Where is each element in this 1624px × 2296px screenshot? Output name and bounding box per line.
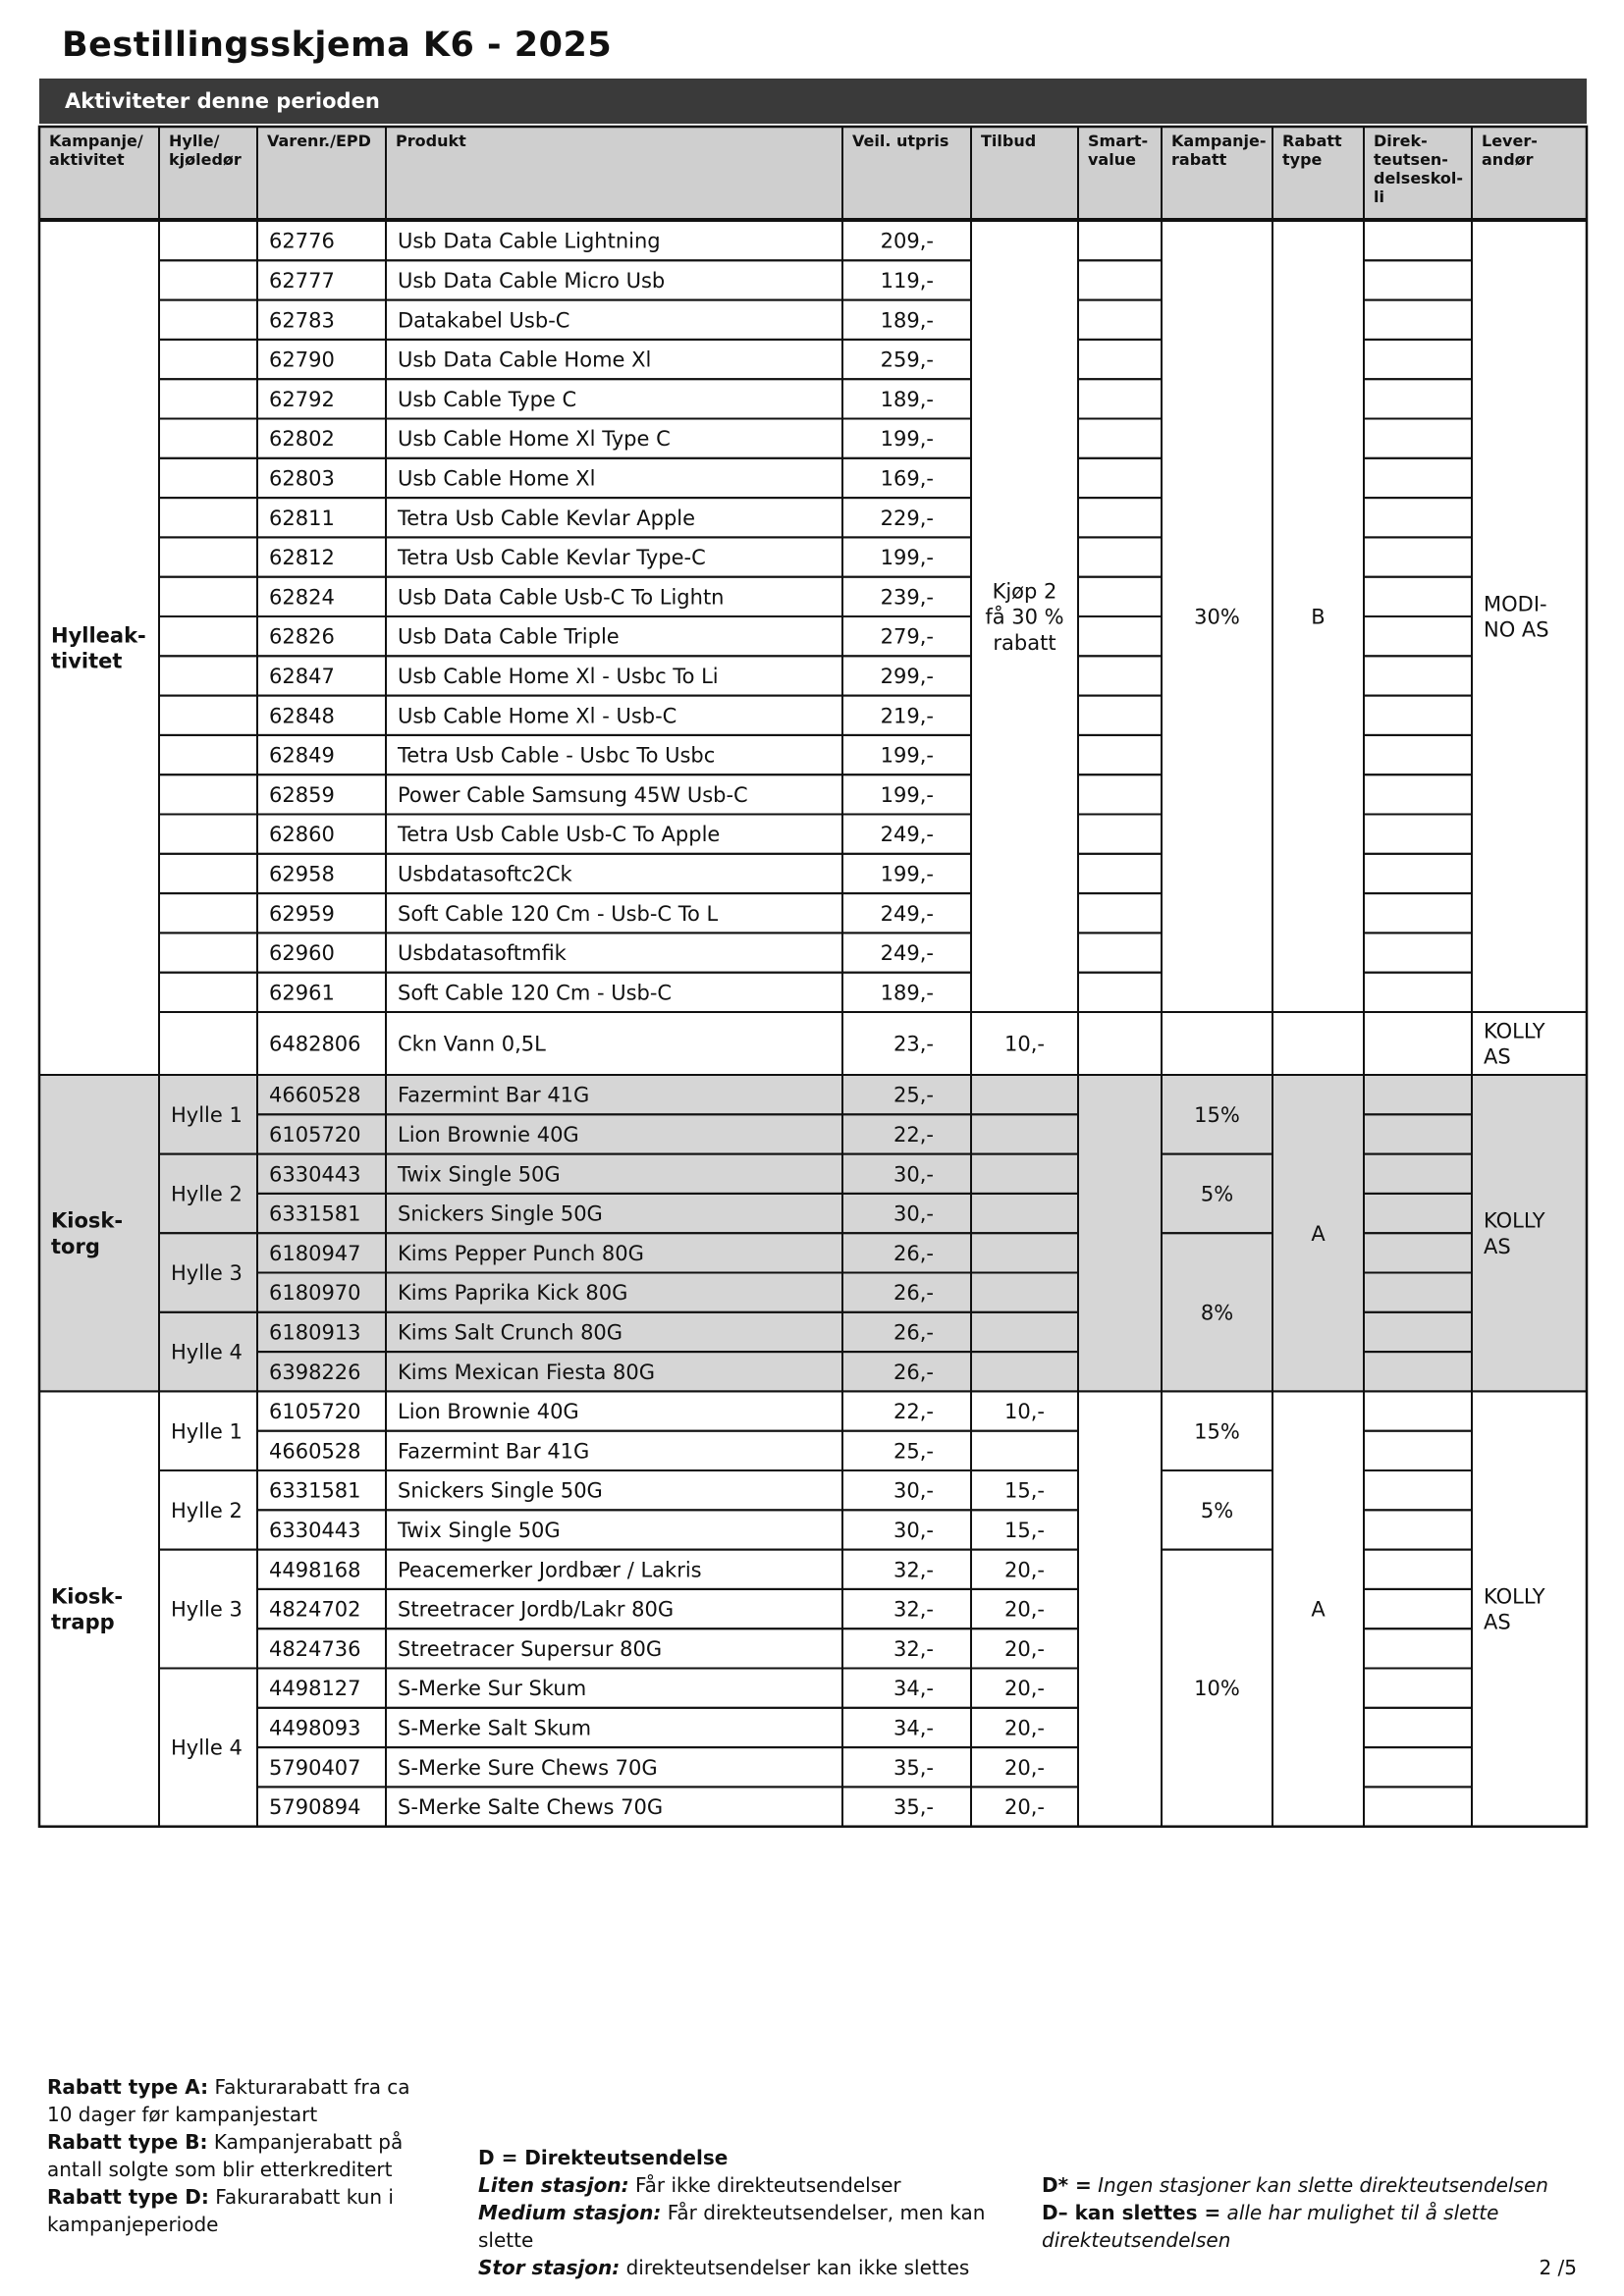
- varenr-cell-text: 6330443: [269, 1519, 361, 1543]
- offer-cell: [971, 1431, 1078, 1470]
- activity-cell: [39, 221, 159, 1075]
- smart-value-cell: [1078, 656, 1162, 695]
- varenr-cell-text: 6105720: [269, 1400, 361, 1424]
- direct-send-cell: [1364, 498, 1472, 537]
- shelf-cell: [159, 577, 257, 616]
- shelf-cell: [159, 973, 257, 1012]
- price-cell-text: 249,-: [880, 941, 934, 966]
- price-cell-text: 199,-: [880, 546, 934, 570]
- product-cell-text: Streetracer Supersur 80G: [398, 1636, 663, 1661]
- product-cell-text: Soft Cable 120 Cm - Usb-C To L: [398, 901, 719, 926]
- product-cell-text: Twix Single 50G: [398, 1162, 561, 1187]
- shelf-cell-text: Hylle 3: [171, 1597, 243, 1622]
- varenr-cell-text: 62783: [269, 308, 335, 333]
- price-cell-text: 119,-: [880, 269, 934, 294]
- discount-cell: [1162, 1012, 1272, 1075]
- small-station-text: Får ikke direkteutsendelser: [628, 2173, 901, 2197]
- varenr-cell-text: 62826: [269, 624, 335, 649]
- price-cell-text: 299,-: [880, 665, 934, 689]
- smart-value-cell: [1078, 696, 1162, 735]
- direct-send-cell: [1364, 696, 1472, 735]
- supplier-cell: [1472, 1391, 1587, 1826]
- direct-send-cell: [1364, 1470, 1472, 1510]
- product-cell-text: Usb Data Cable Lightning: [398, 229, 661, 253]
- price-cell-text: 30,-: [893, 1478, 934, 1503]
- varenr-cell-text: 6180947: [269, 1241, 361, 1265]
- product-cell-text: Usb Cable Home Xl Type C: [398, 427, 671, 452]
- direct-send-cell: [1364, 815, 1472, 854]
- d-heading: D = Direkteutsendelse: [478, 2146, 729, 2169]
- header-label: Direk-teutsen-delseskol-li: [1374, 132, 1464, 206]
- offer-cell-text: 20,-: [1004, 1795, 1045, 1820]
- smart-value-cell: [1078, 260, 1162, 299]
- direct-send-cell: [1364, 774, 1472, 814]
- product-cell-text: Tetra Usb Cable Kevlar Apple: [398, 506, 696, 530]
- header-label: Lever-andør: [1482, 132, 1538, 169]
- discount-cell-text: 5%: [1200, 1498, 1234, 1522]
- product-cell-text: Tetra Usb Cable Usb-C To Apple: [398, 823, 721, 847]
- product-cell-text: Usb Data Cable Micro Usb: [398, 269, 666, 294]
- offer-cell-text: 20,-: [1004, 1677, 1045, 1701]
- varenr-cell-text: 62811: [269, 506, 335, 530]
- discount-type-cell: [1272, 1012, 1364, 1075]
- varenr-cell-text: 62859: [269, 782, 335, 807]
- direct-send-cell: [1364, 893, 1472, 933]
- rabatt-legend: [47, 2073, 420, 2238]
- product-cell-text: Snickers Single 50G: [398, 1478, 603, 1503]
- direct-send-cell: [1364, 1787, 1472, 1826]
- price-cell-text: 189,-: [880, 308, 934, 333]
- product-cell-text: Lion Brownie 40G: [398, 1123, 579, 1148]
- varenr-cell-text: 6330443: [269, 1162, 361, 1187]
- header-label: Tilbud: [981, 132, 1037, 150]
- varenr-cell-text: 4498168: [269, 1558, 361, 1582]
- shelf-cell: [159, 340, 257, 379]
- activity-cell: [39, 1391, 159, 1826]
- varenr-cell-text: 4660528: [269, 1439, 361, 1464]
- direct-send-cell: [1364, 656, 1472, 695]
- price-cell-text: 229,-: [880, 506, 934, 530]
- product-cell-text: Kims Pepper Punch 80G: [398, 1241, 644, 1265]
- discount-cell-text: 8%: [1200, 1301, 1234, 1325]
- direct-send-cell: [1364, 419, 1472, 458]
- dminus-label: D– kan slettes =: [1042, 2201, 1221, 2224]
- supplier-label: KOLLY AS: [1484, 1584, 1545, 1634]
- price-cell-text: 259,-: [880, 347, 934, 372]
- shelf-cell: [159, 498, 257, 537]
- price-cell-text: 30,-: [893, 1201, 934, 1226]
- product-cell-text: Fazermint Bar 41G: [398, 1439, 590, 1464]
- shelf-cell-text: Hylle 4: [171, 1735, 243, 1760]
- offer-cell-text: 15,-: [1004, 1519, 1045, 1543]
- price-cell-text: 26,-: [893, 1281, 934, 1306]
- smart-value-cell: [1078, 893, 1162, 933]
- product-cell-text: S-Merke Sur Skum: [398, 1677, 587, 1701]
- product-cell-text: Soft Cable 120 Cm - Usb-C: [398, 981, 673, 1005]
- shelf-cell: [159, 656, 257, 695]
- header-label: Kampanje/ aktivitet: [49, 132, 143, 169]
- smart-value-cell: [1078, 933, 1162, 972]
- header-label: Varenr./EPD: [267, 132, 371, 150]
- type-b-label: Rabatt type B:: [47, 2130, 208, 2154]
- direct-send-cell: [1364, 1708, 1472, 1747]
- product-cell-text: Kims Paprika Kick 80G: [398, 1281, 628, 1306]
- shelf-cell: [159, 696, 257, 735]
- header-label: Smart-value: [1088, 132, 1149, 169]
- direct-send-cell: [1364, 1747, 1472, 1787]
- offer-cell-text: 10,-: [1004, 1032, 1045, 1056]
- shelf-cell: [159, 815, 257, 854]
- product-cell-text: Lion Brownie 40G: [398, 1400, 579, 1424]
- direct-send-cell: [1364, 1431, 1472, 1470]
- price-cell-text: 189,-: [880, 387, 934, 411]
- dminus-text: alle har mulighet til å slette direkteutsendelsen: [1042, 2201, 1499, 2252]
- shelf-cell-text: Hylle 3: [171, 1261, 243, 1286]
- direct-send-cell: [1364, 1550, 1472, 1589]
- product-cell-text: S-Merke Sure Chews 70G: [398, 1755, 658, 1780]
- shelf-cell-text: Hylle 1: [171, 1419, 243, 1444]
- supplier-label: MODI-NO AS: [1484, 592, 1549, 642]
- discount-cell-text: 10%: [1194, 1677, 1240, 1701]
- varenr-cell-text: 4498127: [269, 1677, 361, 1701]
- price-cell-text: 32,-: [893, 1636, 934, 1661]
- smart-value-cell: [1078, 815, 1162, 854]
- shelf-cell: [159, 221, 257, 260]
- shelf-cell: [159, 933, 257, 972]
- large-station-text: direkteutsendelser kan ikke slettes: [620, 2256, 970, 2279]
- product-cell-text: Usbdatasoftmfik: [398, 941, 567, 966]
- product-cell-text: Usb Cable Home Xl - Usbc To Li: [398, 665, 719, 689]
- type-b-text: Kampanjerabatt på antall solgte som blir etterkreditert: [47, 2130, 404, 2181]
- price-cell-text: 249,-: [880, 823, 934, 847]
- offer-cell-text: 20,-: [1004, 1558, 1045, 1582]
- shelf-cell: [159, 616, 257, 656]
- product-cell-text: Twix Single 50G: [398, 1519, 561, 1543]
- offer-cell-text: 20,-: [1004, 1636, 1045, 1661]
- varenr-cell-text: 62824: [269, 585, 335, 610]
- smart-value-cell: [1078, 735, 1162, 774]
- smart-value-cell: [1078, 221, 1162, 260]
- discount-cell-text: 30%: [1194, 605, 1240, 629]
- varenr-cell-text: 6331581: [269, 1478, 361, 1503]
- product-cell-text: Usb Cable Home Xl: [398, 466, 596, 491]
- offer-cell-text: 20,-: [1004, 1755, 1045, 1780]
- type-d-text: Fakurarabatt kun i kampanjeperiode: [47, 2185, 394, 2236]
- page-number: 2 /5: [1539, 2256, 1577, 2279]
- varenr-cell-text: 6180913: [269, 1320, 361, 1345]
- shelf-cell: [159, 458, 257, 498]
- varenr-cell-text: 6482806: [269, 1032, 361, 1056]
- smart-value-cell: [1078, 498, 1162, 537]
- product-cell-text: S-Merke Salte Chews 70G: [398, 1795, 664, 1820]
- price-cell-text: 189,-: [880, 981, 934, 1005]
- price-cell-text: 209,-: [880, 229, 934, 253]
- direct-send-cell: [1364, 1391, 1472, 1430]
- direct-send-cell: [1364, 537, 1472, 576]
- product-cell-text: Peacemerker Jordbær / Lakris: [398, 1558, 702, 1582]
- supplier-label: KOLLY AS: [1484, 1019, 1545, 1069]
- price-cell-text: 30,-: [893, 1519, 934, 1543]
- product-cell-text: Kims Mexican Fiesta 80G: [398, 1360, 656, 1384]
- price-cell-text: 26,-: [893, 1320, 934, 1345]
- price-cell-text: 34,-: [893, 1677, 934, 1701]
- varenr-cell-text: 62847: [269, 665, 335, 689]
- smart-value-cell: [1078, 340, 1162, 379]
- direct-send-cell: [1364, 1012, 1472, 1075]
- smart-value-cell: [1078, 854, 1162, 893]
- shelf-cell: [159, 1012, 257, 1075]
- discount-type-cell-text: A: [1311, 1221, 1326, 1246]
- direct-send-cell: [1364, 379, 1472, 418]
- price-cell-text: 34,-: [893, 1716, 934, 1740]
- price-cell-text: 219,-: [880, 704, 934, 728]
- type-a-label: Rabatt type A:: [47, 2075, 209, 2099]
- direct-send-cell: [1364, 933, 1472, 972]
- direct-send-cell: [1364, 854, 1472, 893]
- dstar-text: Ingen stasjoner kan slette direkteutsendelsen: [1091, 2173, 1548, 2197]
- price-cell-text: 32,-: [893, 1597, 934, 1622]
- medium-station-label: Medium stasjon:: [478, 2201, 662, 2224]
- activity-label: Kiosk-trapp: [51, 1584, 124, 1634]
- price-cell-text: 199,-: [880, 862, 934, 886]
- direct-send-cell: [1364, 973, 1472, 1012]
- small-station-label: Liten stasjon:: [478, 2173, 629, 2197]
- header-label: Produkt: [396, 132, 466, 150]
- price-cell-text: 22,-: [893, 1400, 934, 1424]
- varenr-cell-text: 5790407: [269, 1755, 361, 1780]
- varenr-cell-text: 62802: [269, 427, 335, 452]
- shelf-cell-text: Hylle 1: [171, 1102, 243, 1127]
- product-cell-text: Usb Data Cable Triple: [398, 624, 620, 649]
- price-cell-text: 23,-: [893, 1032, 934, 1056]
- shelf-cell: [159, 735, 257, 774]
- medium-station-text: Får direkteutsendelser, men kan slette: [478, 2201, 986, 2252]
- varenr-cell-text: 62959: [269, 901, 335, 926]
- product-cell-text: Kims Salt Crunch 80G: [398, 1320, 623, 1345]
- smart-value-cell: [1078, 774, 1162, 814]
- direct-send-cell: [1364, 221, 1472, 260]
- varenr-cell-text: 62776: [269, 229, 335, 253]
- varenr-cell-text: 62961: [269, 981, 335, 1005]
- header-label: Rabatt type: [1282, 132, 1342, 169]
- direct-legend: [478, 2144, 1038, 2281]
- discount-type-cell-text: B: [1311, 605, 1326, 629]
- header-label: Veil. utpris: [852, 132, 949, 150]
- direct-send-cell: [1364, 458, 1472, 498]
- smart-value-cell: [1078, 458, 1162, 498]
- product-cell-text: Usb Data Cable Home Xl: [398, 347, 652, 372]
- price-cell-text: 239,-: [880, 585, 934, 610]
- product-cell-text: Tetra Usb Cable Kevlar Type-C: [398, 546, 706, 570]
- smart-value-cell: [1078, 537, 1162, 576]
- header-label: Kampanje-rabatt: [1171, 132, 1267, 169]
- varenr-cell-text: 62860: [269, 823, 335, 847]
- header-label: Hylle/ kjøledør: [169, 132, 242, 169]
- product-cell-text: Tetra Usb Cable - Usbc To Usbc: [398, 743, 716, 768]
- product-cell-text: S-Merke Salt Skum: [398, 1716, 592, 1740]
- offer-cell-text: 15,-: [1004, 1478, 1045, 1503]
- price-cell-text: 32,-: [893, 1558, 934, 1582]
- direct-send-cell: [1364, 1629, 1472, 1668]
- varenr-cell-text: 4824736: [269, 1636, 361, 1661]
- product-cell-text: Usb Data Cable Usb-C To Lightn: [398, 585, 725, 610]
- price-cell-text: 26,-: [893, 1360, 934, 1384]
- product-cell-text: Snickers Single 50G: [398, 1201, 603, 1226]
- varenr-cell-text: 5790894: [269, 1795, 361, 1820]
- direct-send-cell: [1364, 1589, 1472, 1629]
- offer-label: Kjøp 2 få 30 % rabatt: [985, 579, 1064, 655]
- varenr-cell-text: 6331581: [269, 1201, 361, 1226]
- varenr-cell-text: 4824702: [269, 1597, 361, 1622]
- price-cell-text: 199,-: [880, 782, 934, 807]
- type-d-label: Rabatt type D:: [47, 2185, 209, 2209]
- varenr-cell-text: 62849: [269, 743, 335, 768]
- varenr-cell-text: 62960: [269, 941, 335, 966]
- shelf-cell-text: Hylle 2: [171, 1498, 243, 1522]
- offer-cell-text: 10,-: [1004, 1400, 1045, 1424]
- varenr-cell-text: 62777: [269, 269, 335, 294]
- section-title-bar: Aktiviteter denne perioden: [39, 79, 1587, 124]
- shelf-cell: [159, 537, 257, 576]
- price-cell-text: 30,-: [893, 1162, 934, 1187]
- price-cell-text: 199,-: [880, 427, 934, 452]
- direct-send-cell: [1364, 340, 1472, 379]
- shelf-cell-text: Hylle 2: [171, 1182, 243, 1206]
- supplier-cell: [1472, 221, 1587, 1012]
- product-cell-text: Ckn Vann 0,5L: [398, 1032, 546, 1056]
- direct-send-cell: [1364, 1669, 1472, 1708]
- shelf-cell: [159, 260, 257, 299]
- price-cell-text: 26,-: [893, 1241, 934, 1265]
- varenr-cell-text: 4660528: [269, 1083, 361, 1107]
- varenr-cell-text: 6398226: [269, 1360, 361, 1384]
- varenr-cell-text: 6180970: [269, 1281, 361, 1306]
- varenr-cell-text: 6105720: [269, 1123, 361, 1148]
- price-cell-text: 169,-: [880, 466, 934, 491]
- direct-send-cell: [1364, 1510, 1472, 1549]
- smart-value-cell: [1078, 379, 1162, 418]
- price-cell-text: 22,-: [893, 1123, 934, 1148]
- price-cell-text: 249,-: [880, 901, 934, 926]
- discount-cell-text: 5%: [1200, 1182, 1234, 1206]
- shelf-cell: [159, 774, 257, 814]
- activity-label: Hylleak-tivitet: [51, 623, 146, 673]
- price-cell-text: 25,-: [893, 1083, 934, 1107]
- price-cell-text: 35,-: [893, 1755, 934, 1780]
- direct-send-cell: [1364, 616, 1472, 656]
- shelf-cell: [159, 854, 257, 893]
- smart-value-cell: [1078, 419, 1162, 458]
- shelf-cell: [159, 300, 257, 340]
- type-a-text: Fakturarabatt fra ca 10 dager før kampanjestart: [47, 2075, 410, 2126]
- smart-value-cell: [1078, 616, 1162, 656]
- price-cell-text: 25,-: [893, 1439, 934, 1464]
- product-cell-text: Fazermint Bar 41G: [398, 1083, 590, 1107]
- offer-cell-text: 20,-: [1004, 1716, 1045, 1740]
- varenr-cell-text: 62848: [269, 704, 335, 728]
- shelf-cell: [159, 379, 257, 418]
- product-cell-text: Streetracer Jordb/Lakr 80G: [398, 1597, 675, 1622]
- varenr-cell-text: 62792: [269, 387, 335, 411]
- product-cell-text: Usb Cable Home Xl - Usb-C: [398, 704, 677, 728]
- shelf-cell: [159, 419, 257, 458]
- varenr-cell-text: 4498093: [269, 1716, 361, 1740]
- dstar-label: D* =: [1042, 2173, 1092, 2197]
- smart-value-cell: [1078, 300, 1162, 340]
- price-cell-text: 35,-: [893, 1795, 934, 1820]
- page-title: Bestillingsskjema K6 - 2025: [62, 26, 613, 65]
- dstar-legend: [1042, 2171, 1572, 2254]
- smart-value-cell: [1078, 973, 1162, 1012]
- direct-send-cell: [1364, 577, 1472, 616]
- shelf-cell-text: Hylle 4: [171, 1340, 243, 1364]
- offer-cell-text: 20,-: [1004, 1597, 1045, 1622]
- smart-value-cell: [1078, 577, 1162, 616]
- direct-send-cell: [1364, 735, 1472, 774]
- discount-cell-text: 15%: [1194, 1102, 1240, 1127]
- direct-send-cell: [1364, 300, 1472, 340]
- product-cell-text: Datakabel Usb-C: [398, 308, 570, 333]
- discount-cell-text: 15%: [1194, 1419, 1240, 1444]
- varenr-cell-text: 62803: [269, 466, 335, 491]
- product-cell-text: Power Cable Samsung 45W Usb-C: [398, 782, 748, 807]
- varenr-cell-text: 62790: [269, 347, 335, 372]
- activity-label: Kiosk-torg: [51, 1208, 124, 1258]
- discount-type-cell-text: A: [1311, 1597, 1326, 1622]
- supplier-label: KOLLY AS: [1484, 1208, 1545, 1258]
- direct-send-cell: [1364, 260, 1472, 299]
- price-cell-text: 199,-: [880, 743, 934, 768]
- smart-value-cell: [1078, 1012, 1162, 1075]
- large-station-label: Stor stasjon:: [478, 2256, 621, 2279]
- shelf-cell: [159, 893, 257, 933]
- product-cell-text: Usb Cable Type C: [398, 387, 577, 411]
- product-cell-text: Usbdatasoftc2Ck: [398, 862, 572, 886]
- price-cell-text: 279,-: [880, 624, 934, 649]
- smart-value-cell: [1078, 1391, 1162, 1826]
- varenr-cell-text: 62958: [269, 862, 335, 886]
- varenr-cell-text: 62812: [269, 546, 335, 570]
